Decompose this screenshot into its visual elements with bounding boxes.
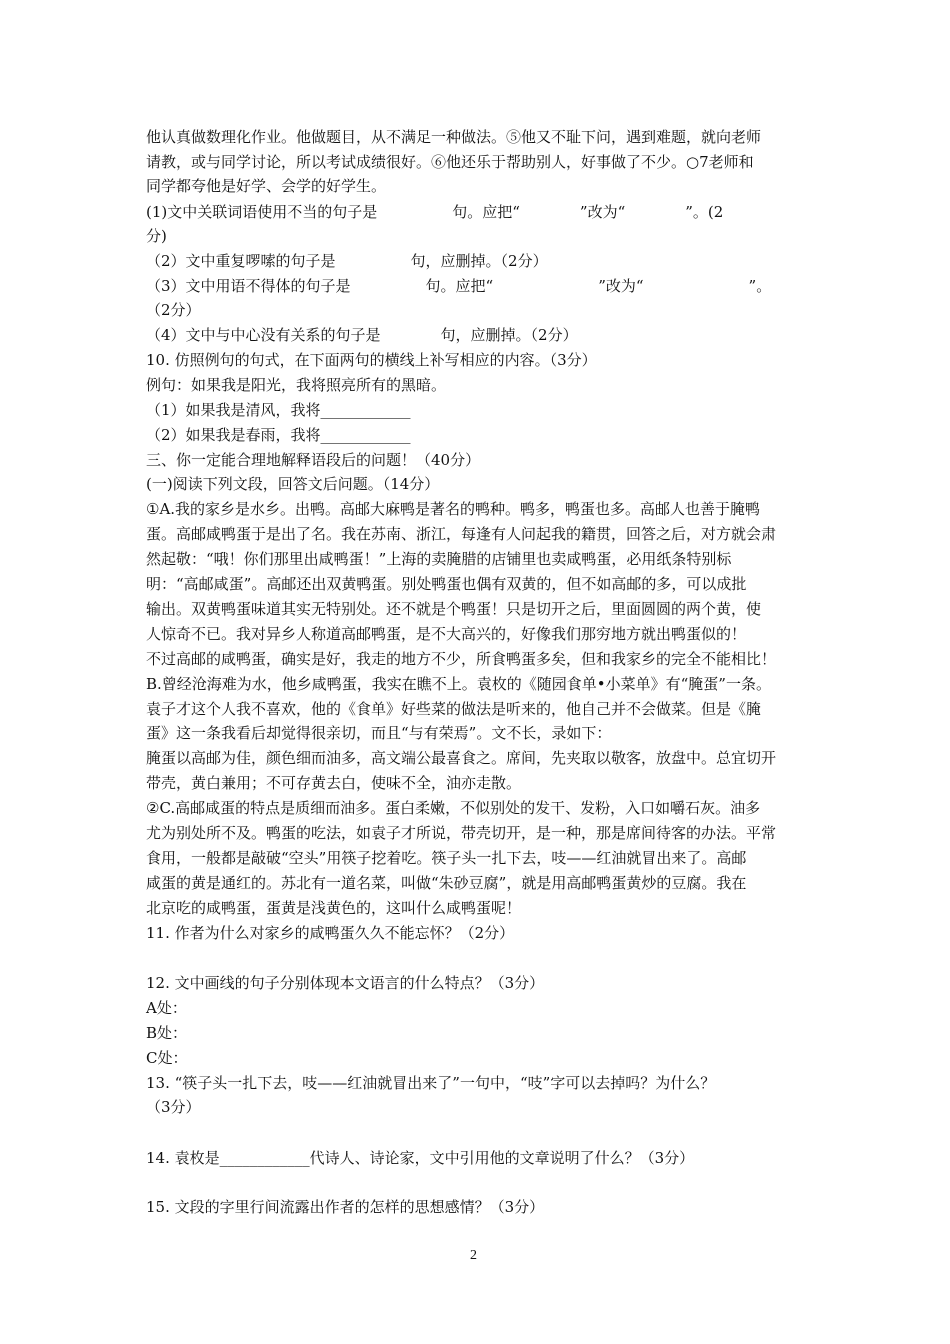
passage-line: 北京吃的咸鸭蛋，蛋黄是浅黄色的，这叫什么咸鸭蛋呢！ (146, 899, 522, 917)
page-number: 2 (470, 1248, 477, 1263)
answer-label-a: A处： (146, 999, 187, 1017)
passage-line: 带壳，黄白兼用；不可存黄去白，使味不全，油亦走散。 (146, 774, 522, 792)
answer-label-b: B处： (146, 1024, 188, 1042)
passage-line: 尤为别处所不及。鸭蛋的吃法，如袁子才所说，带壳切开，是一种，那是席间待客的办法。平常 (146, 824, 777, 842)
passage-line: 输出。双黄鸭蛋味道其实无特别处。还不就是个鸭蛋！只是切开之后，里面圆圆的两个黄，使 (146, 600, 762, 618)
passage-line: 不过高邮的咸鸭蛋，确实是好，我走的地方不少，所食鸭蛋多矣，但和我家乡的完全不能相比！ (146, 650, 777, 668)
passage-line: 咸蛋的黄是通红的。苏北有一道名菜，叫做“朱砂豆腐”，就是用高邮鸭蛋黄炒的豆腐。我在 (146, 874, 747, 892)
passage-line: 食用，一般都是敲破“空头”用筷子挖着吃。筷子头一扎下去，吱——红油就冒出来了。高邮 (146, 849, 747, 867)
text-line: （2）如果我是春雨，我将____________ (146, 426, 411, 444)
text-line: （3）文中用语不得体的句子是 句。应把“ ”改为“ ”。 (146, 277, 772, 295)
question-11: 11. 作者为什么对家乡的咸鸭蛋久久不能忘怀？（2分） (146, 924, 515, 942)
question-13: 13. “筷子头一扎下去，吱——红油就冒出来了”一句中，“吱”字可以去掉吗？为什么？ (146, 1074, 716, 1092)
question-12: 12. 文中画线的句子分别体现本文语言的什么特点？（3分） (146, 974, 545, 992)
section-heading: 三、你一定能合理地解释语段后的问题！（40分） (146, 451, 481, 469)
passage-line: ②C.高邮咸蛋的特点是质细而油多。蛋白柔嫩，不似别处的发干、发粉，入口如嚼石灰。油多 (146, 799, 761, 817)
text-line: （1）如果我是清风，我将____________ (146, 401, 411, 419)
passage-line: B.曾经沧海难为水，他乡咸鸭蛋，我实在瞧不上。袁枚的《随园食单•小菜单》有“腌蛋”一条。 (146, 675, 771, 693)
question-10: 10. 仿照例句的句式，在下面两句的横线上补写相应的内容。（3分） (146, 351, 597, 369)
passage-line: 蛋。高邮咸鸭蛋于是出了名。我在苏南、浙江，每逢有人问起我的籍贯，回答之后，对方就会肃 (146, 525, 777, 543)
passage-line: 人惊奇不已。我对异乡人称道高邮鸭蛋，是不大高兴的，好像我们那穷地方就出鸭蛋似的！ (146, 625, 747, 643)
subsection-heading: (一)阅读下列文段，回答文后问题。（14分） (146, 475, 440, 493)
question-15: 15. 文段的字里行间流露出作者的怎样的思想感情？（3分） (146, 1198, 545, 1216)
passage-line: 腌蛋以高邮为佳，颜色细而油多，高文端公最喜食之。席间，先夹取以敬客，放盘中。总宜切开 (146, 749, 777, 767)
question-14: 14. 袁枚是____________代诗人、诗论家，文中引用他的文章说明了什么？（3分） (146, 1149, 695, 1167)
passage-line: 然起敬：“哦！你们那里出咸鸭蛋！”上海的卖腌腊的店铺里也卖咸鸭蛋，必用纸条特别标 (146, 550, 732, 568)
text-line: (1)文中关联词语使用不当的句子是 句。应把“ ”改为“ ”。(2 (146, 203, 724, 221)
text-line: （4）文中与中心没有关系的句子是 句，应删掉。（2分） (146, 326, 578, 344)
text-line: 同学都夸他是好学、会学的好学生。 (146, 177, 387, 195)
passage-line: 明：“高邮咸蛋”。高邮还出双黄鸭蛋。别处鸭蛋也偶有双黄的，但不如高邮的多，可以成批 (146, 575, 747, 593)
answer-label-c: C处： (146, 1049, 188, 1067)
passage-line: ①A.我的家乡是水乡。出鸭。高邮大麻鸭是著名的鸭种。鸭多，鸭蛋也多。高邮人也善于腌鸭 (146, 500, 761, 518)
passage-line: 蛋》这一条我看后却觉得很亲切，而且“与有荣焉”。文不长，录如下： (146, 724, 612, 742)
text-line: 例句：如果我是阳光，我将照亮所有的黑暗。 (146, 376, 447, 394)
text-line: （2分） (146, 301, 201, 319)
passage-line: 袁子才这个人我不喜欢，他的《食单》好些菜的做法是听来的，他自己并不会做菜。但是《腌 (146, 700, 762, 718)
text-line: （3分） (146, 1098, 201, 1116)
text-line: 请教，或与同学讨论，所以考试成绩很好。⑥他还乐于帮助别人，好事做了不少。○7老师和 (146, 153, 754, 171)
text-line: （2）文中重复啰嗦的句子是 句，应删掉。（2分） (146, 252, 548, 270)
text-line: 他认真做数理化作业。他做题目，从不满足一种做法。⑤他又不耻下问，遇到难题，就向老师 (146, 128, 762, 146)
text-line: 分) (146, 227, 167, 245)
